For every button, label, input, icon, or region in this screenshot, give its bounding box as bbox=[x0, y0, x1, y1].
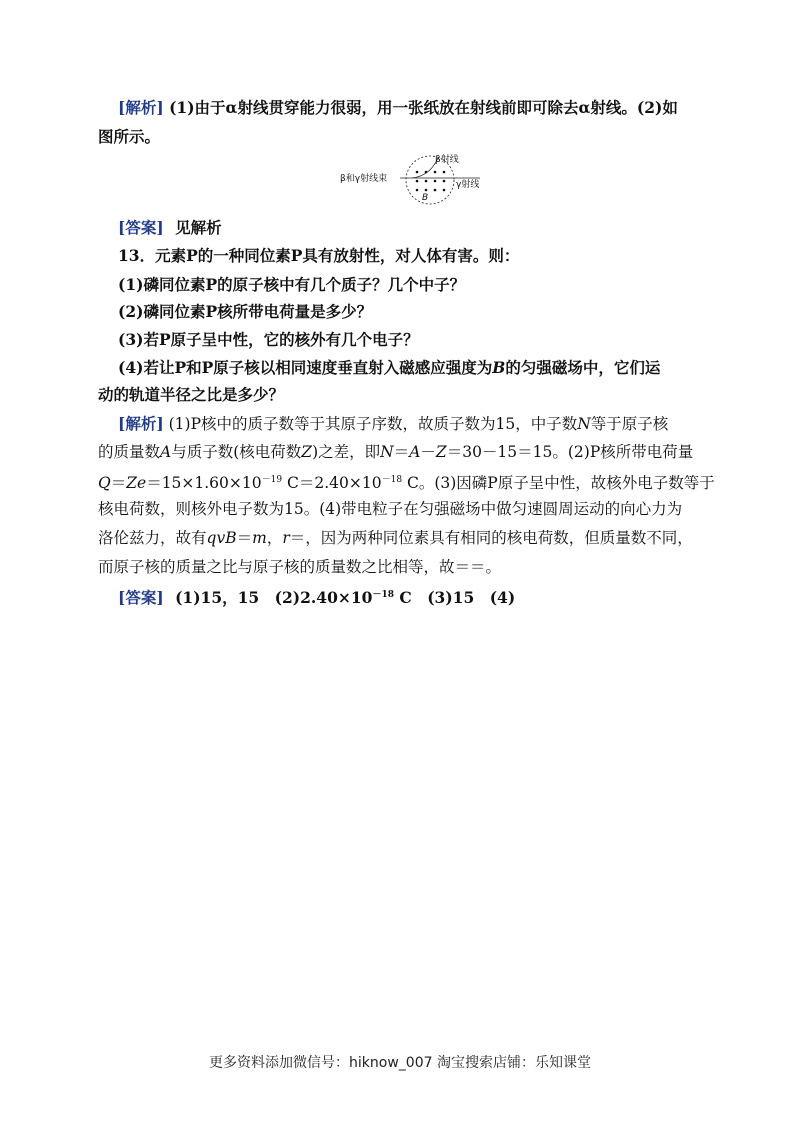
page-footer: 更多资料添加微信号：hiknow_007 淘宝搜索店铺：乐知课堂 bbox=[209, 1055, 591, 1071]
solution-13-line-6: 而原子核的质量之比与原子核的质量数之比相等，故＝＝。 bbox=[98, 558, 502, 576]
fig-label-gamma: γ射线 bbox=[456, 180, 480, 190]
answer-tag: [答案] bbox=[118, 588, 164, 608]
solution-paragraph-1 bbox=[118, 98, 678, 118]
solution-13-line-3: $Q=Ze=15\times 1.60\times 10^{-19}$ $C=2.40\times 10^{-18}$ C。(3)因磷P原子呈中性，故核外电子数等于 bbox=[98, 474, 715, 493]
solution-tag: [解析] bbox=[118, 414, 164, 433]
question-13-part-3: (3)若P原子呈中性，它的核外有几个电子？ bbox=[118, 330, 419, 349]
question-13-part-1: (1)磷同位素P的原子核中有几个质子？几个中子？ bbox=[118, 275, 466, 294]
answer-tag: [答案] bbox=[118, 218, 164, 237]
magnetic-field-figure bbox=[340, 152, 500, 212]
ray-diagram bbox=[340, 152, 500, 212]
fig-label-beta: β射线 bbox=[435, 155, 459, 165]
solution-line: (1)由于α射线贯穿能力很弱，用一张纸放在射线前即可除去α射线。(2)如 bbox=[169, 98, 678, 117]
answer-13: [答案] (1)15，15 $(2)2.40\times 10^{-18}$ C (3)15 (4) bbox=[118, 588, 516, 608]
question-13-part-2: (2)磷同位素P核所带电荷量是多少？ bbox=[118, 302, 373, 321]
fig-label-b: B bbox=[422, 193, 429, 203]
solution-13-line-5: 洛伦兹力，故有qvB＝m，r＝，因为两种同位素具有相同的核电荷数，但质量数不同， bbox=[98, 529, 693, 547]
answer-text: 见解析 bbox=[175, 218, 222, 237]
question-13-part-4: (4)若让P和P原子核以相同速度垂直射入磁感应强度为B的匀强磁场中，它们运 bbox=[118, 358, 661, 377]
fig-label-left: β和γ射线束 bbox=[340, 174, 388, 184]
question-13-part-4-cont: 动的轨道半径之比是多少？ bbox=[98, 385, 285, 404]
solution-13-line-4: 核电荷数，则核外电子数为15。(4)带电粒子在匀强磁场中做匀速圆周运动的向心力为 bbox=[98, 500, 683, 518]
solution-13-line-2: 的质量数A与质子数(核电荷数Z)之差，即N＝A－Z＝30－15＝15。(2)P核所带电荷量 bbox=[98, 443, 694, 461]
solution-13-line-1: [解析] (1)P核中的质子数等于其原子序数，故质子数为15，中子数N等于原子核 bbox=[118, 414, 669, 433]
solution-line: 图所示。 bbox=[98, 127, 161, 146]
question-13-stem: 13．元素P的一种同位素P具有放射性，对人体有害。则： bbox=[118, 246, 520, 265]
solution-tag: [解析] bbox=[118, 98, 164, 117]
answer-1 bbox=[118, 218, 222, 238]
